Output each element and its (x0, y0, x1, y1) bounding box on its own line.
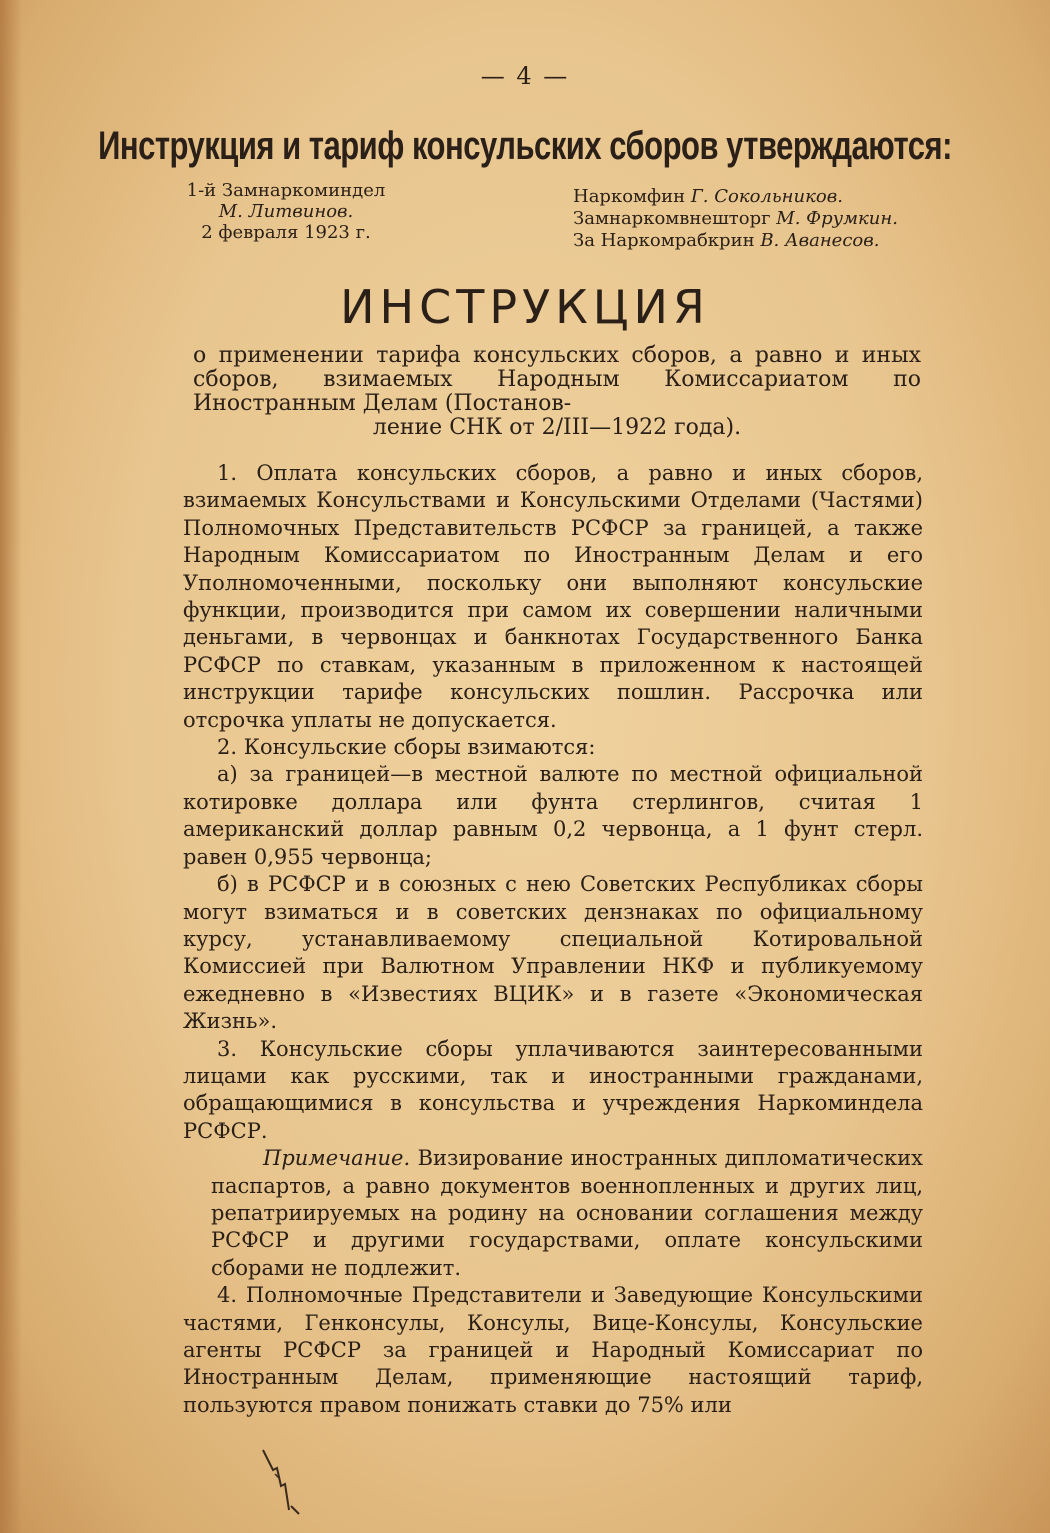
note-text: Визирование иностранных дипломатических паспартов, а равно документов военнопленных и других лиц, репатриируемых на родину на основании соглашения между РСФСР и другими государствами, оплате консульскими сборами не подлежит. (211, 1146, 923, 1280)
signatory-right-line (573, 186, 993, 208)
signatory-name: М. Фрумкин. (776, 208, 898, 229)
signatory-name: В. Аванесов. (760, 230, 880, 251)
paragraph-2: 2. Консульские сборы взимаются: (217, 735, 596, 760)
page-edge-shadow (0, 0, 22, 1533)
signatory-right-line (573, 208, 993, 230)
signatories-right (573, 186, 993, 252)
signatory-role: Наркомфин (573, 186, 686, 207)
note (183, 1145, 923, 1282)
signatory-name: Г. Сокольников. (690, 186, 843, 207)
paragraph-1: 1. Оплата консульских сборов, а равно и иных сборов, взимаемых Консульствами и Консульскими Отделами (Частями) Полномочных Представительств РСФСР за границей, а также Народным Комиссариатом по Иностранным Делам и его Уполномоченными, поскольку они выполняют консульские функции, производится при самом их совершении наличными деньгами, в червонцах и банкнотах Государственного Банка РСФСР по ставкам, указанным в приложенном к настоящей инструкции тарифе консульских пошлин. Рассрочка или отсрочка уплаты не допускается. (183, 461, 923, 732)
approval-headline: Инструкция и тариф консульских сборов утверждаются: (98, 122, 952, 169)
document-body (183, 460, 923, 1419)
paragraph-2a: а) за границей—в местной валюте по местной официальной котировке доллара или фунта стерлингов, считая 1 американский доллар равным 0,2 червонца, а 1 фунт стерл. равен 0,955 червонца; (183, 762, 923, 869)
note-label: Примечание. (263, 1146, 411, 1171)
signatories-left (166, 180, 406, 243)
signatory-left-date: 2 февраля 1923 г. (201, 222, 371, 243)
document-subtitle (193, 344, 921, 440)
paragraph-4: 4. Полномочные Представители и Заведующие Консульскими частями, Генконсулы, Консулы, Вице-Консулы, Консульские агенты РСФСР за границей и Народный Комиссариат по Иностранным Делам, применяющие настоящий тариф, пользуются правом понижать ставки до 75% или (183, 1283, 923, 1417)
page-number: — 4 — (480, 62, 570, 90)
paragraph-2b: б) в РСФСР и в союзных с нею Советских Республиках сборы могут взиматься и в советских дензнаках по официальному курсу, устанавливаемому специальной Котировальной Комиссией при Валютном Управлении НКФ и публикуемому ежедневно в «Известиях ВЦИК» и в газете «Экономическая Жизнь». (183, 872, 923, 1034)
ink-mark-icon (255, 1440, 315, 1520)
subtitle-main: о применении тарифа консульских сборов, а равно и иных сборов, взимаемых Народным Комиссариатом по Иностранным Делам (Постанов- (193, 343, 921, 416)
signatory-left-line: 1-й Замнаркоминдел (186, 180, 386, 201)
document-title: ИНСТРУКЦИЯ (340, 280, 710, 334)
paragraph-3: 3. Консульские сборы уплачиваются заинтересованными лицами как русскими, так и иностранными гражданами, обращающимися в консульства и учреждения Наркоминдела РСФСР. (183, 1036, 923, 1143)
signatory-role: За Наркомрабкрин (573, 230, 755, 251)
signatory-left-name: М. Литвинов. (218, 201, 354, 222)
subtitle-last-line: ление СНК от 2/III—1922 года). (372, 415, 742, 440)
signatory-right-line (573, 230, 993, 252)
signatory-role: Замнаркомвнешторг (573, 208, 771, 229)
